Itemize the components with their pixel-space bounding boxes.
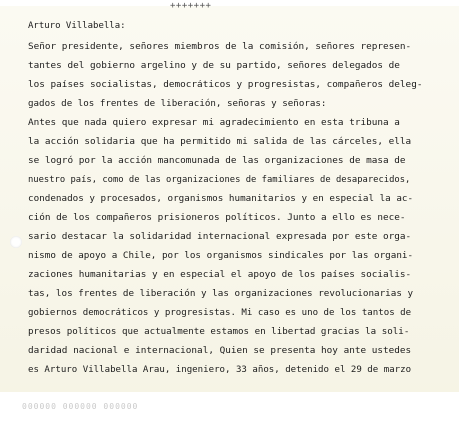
speaker-heading: Arturo Villabella: [28,21,126,31]
top-margin [0,0,467,6]
text-line: gados de los frentes de liberación, señoras y señoras: [28,99,327,109]
punch-hole [10,236,22,248]
text-line: los países socialistas, democráticos y progresistas, compañeros deleg- [28,80,423,90]
text-line: zaciones humanitarias y en especial el apoyo de los países socialis- [28,270,412,280]
text-line: tantes del gobierno argelino y de su partido, señores delegados de [28,61,400,71]
text-line: ción de los compañeros prisioneros políticos. Junto a ello es nece- [28,213,406,223]
text-line: condenados y procesados, organismos humanitarios y en especial la ac- [28,194,414,204]
text-line: presos políticos que actualmente estamos en libertad gracias la soli- [28,327,410,337]
text-line: Antes que nada quiero expresar mi agradecimiento en esta tribuna a [28,118,400,128]
text-line: se logró por la acción mancomunada de las organizaciones de masa de [28,156,406,166]
right-margin [459,0,467,424]
text-line: nismo de apoyo a Chile, por los organismos sindicales por las organi- [28,251,414,261]
text-line: tas, los frentes de liberación y las organizaciones revolucionarias y [28,289,414,299]
footer-code: 000000 000000 000000 [22,402,139,411]
top-mark: +++++++ [170,1,212,11]
text-line: daridad nacional e internacional, Quien se presenta hoy ante ustedes [28,346,412,356]
text-line: es Arturo Villabella Arau, ingeniero, 33 años, detenido el 29 de marzo [28,365,412,375]
text-line: sario destacar la solidaridad internacional expresada por este orga- [28,232,412,242]
text-line: nuestro país, como de las organizaciones de familiares de desaparecidos, [28,175,411,185]
text-line: la acción solidaria que ha permitido mi salida de las cárceles, ella [28,137,412,147]
text-line: Señor presidente, señores miembros de la comisión, señores represen- [28,42,412,52]
text-line: gobiernos democráticos y progresistas. Mi caso es uno de los tantos de [28,308,412,318]
